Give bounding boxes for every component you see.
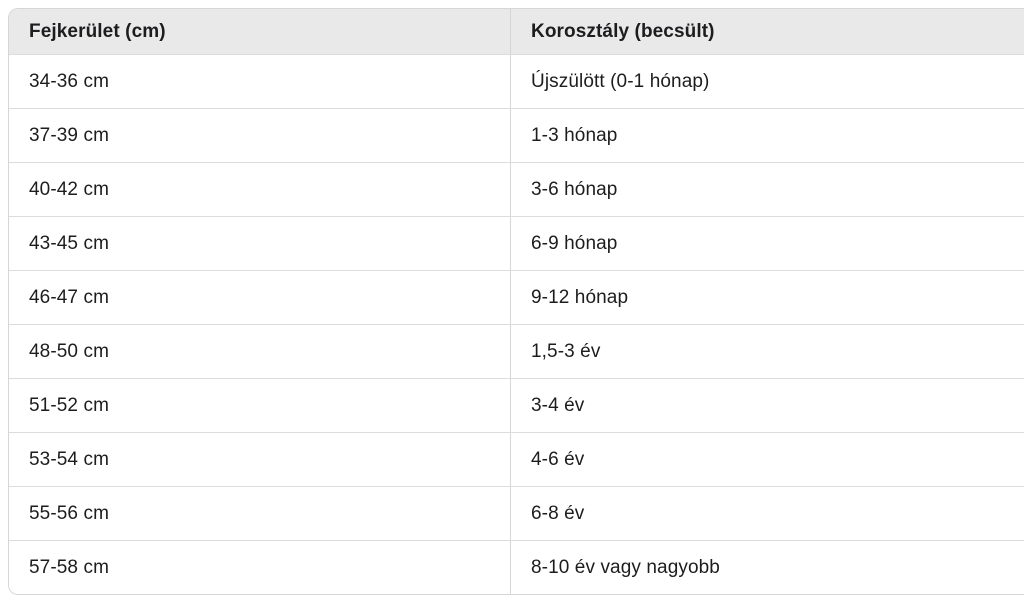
table-row bbox=[9, 217, 1024, 271]
circumference-cell: 53-54 cm bbox=[29, 448, 110, 470]
circumference-cell: 51-52 cm bbox=[29, 394, 110, 416]
table-row bbox=[9, 325, 1024, 379]
age-group-cell: Újszülött (0-1 hónap) bbox=[510, 55, 1024, 108]
circumference-cell: 43-45 cm bbox=[29, 232, 110, 254]
age-group-cell: 1-3 hónap bbox=[510, 109, 1024, 162]
table-row bbox=[9, 163, 1024, 217]
circumference-cell: 48-50 cm bbox=[29, 340, 110, 362]
circumference-cell: 37-39 cm bbox=[29, 124, 110, 146]
table-row bbox=[9, 271, 1024, 325]
header-age-group: Korosztály (becsült) bbox=[510, 9, 1024, 54]
age-group-cell: 8-10 év vagy nagyobb bbox=[510, 541, 1024, 595]
age-group-cell: 1,5-3 év bbox=[510, 325, 1024, 378]
circumference-cell: 34-36 cm bbox=[29, 70, 110, 92]
age-group-cell: 4-6 év bbox=[510, 433, 1024, 486]
table-row bbox=[9, 55, 1024, 109]
table-row bbox=[9, 487, 1024, 541]
age-group-cell: 3-4 év bbox=[510, 379, 1024, 432]
circumference-cell: 57-58 cm bbox=[29, 557, 110, 578]
circumference-cell: 55-56 cm bbox=[29, 502, 110, 524]
table-header-row bbox=[9, 9, 1024, 55]
size-age-table bbox=[8, 8, 1024, 595]
table-row bbox=[9, 379, 1024, 433]
table-row bbox=[9, 541, 1024, 595]
age-group-cell: 9-12 hónap bbox=[510, 271, 1024, 324]
age-group-cell: 6-9 hónap bbox=[510, 217, 1024, 270]
circumference-cell: 46-47 cm bbox=[29, 286, 110, 308]
age-group-cell: 6-8 év bbox=[510, 487, 1024, 540]
circumference-cell: 40-42 cm bbox=[29, 178, 110, 200]
age-group-cell: 3-6 hónap bbox=[510, 163, 1024, 216]
table-row bbox=[9, 109, 1024, 163]
table-row bbox=[9, 433, 1024, 487]
header-circumference: Fejkerület (cm) bbox=[29, 20, 166, 42]
